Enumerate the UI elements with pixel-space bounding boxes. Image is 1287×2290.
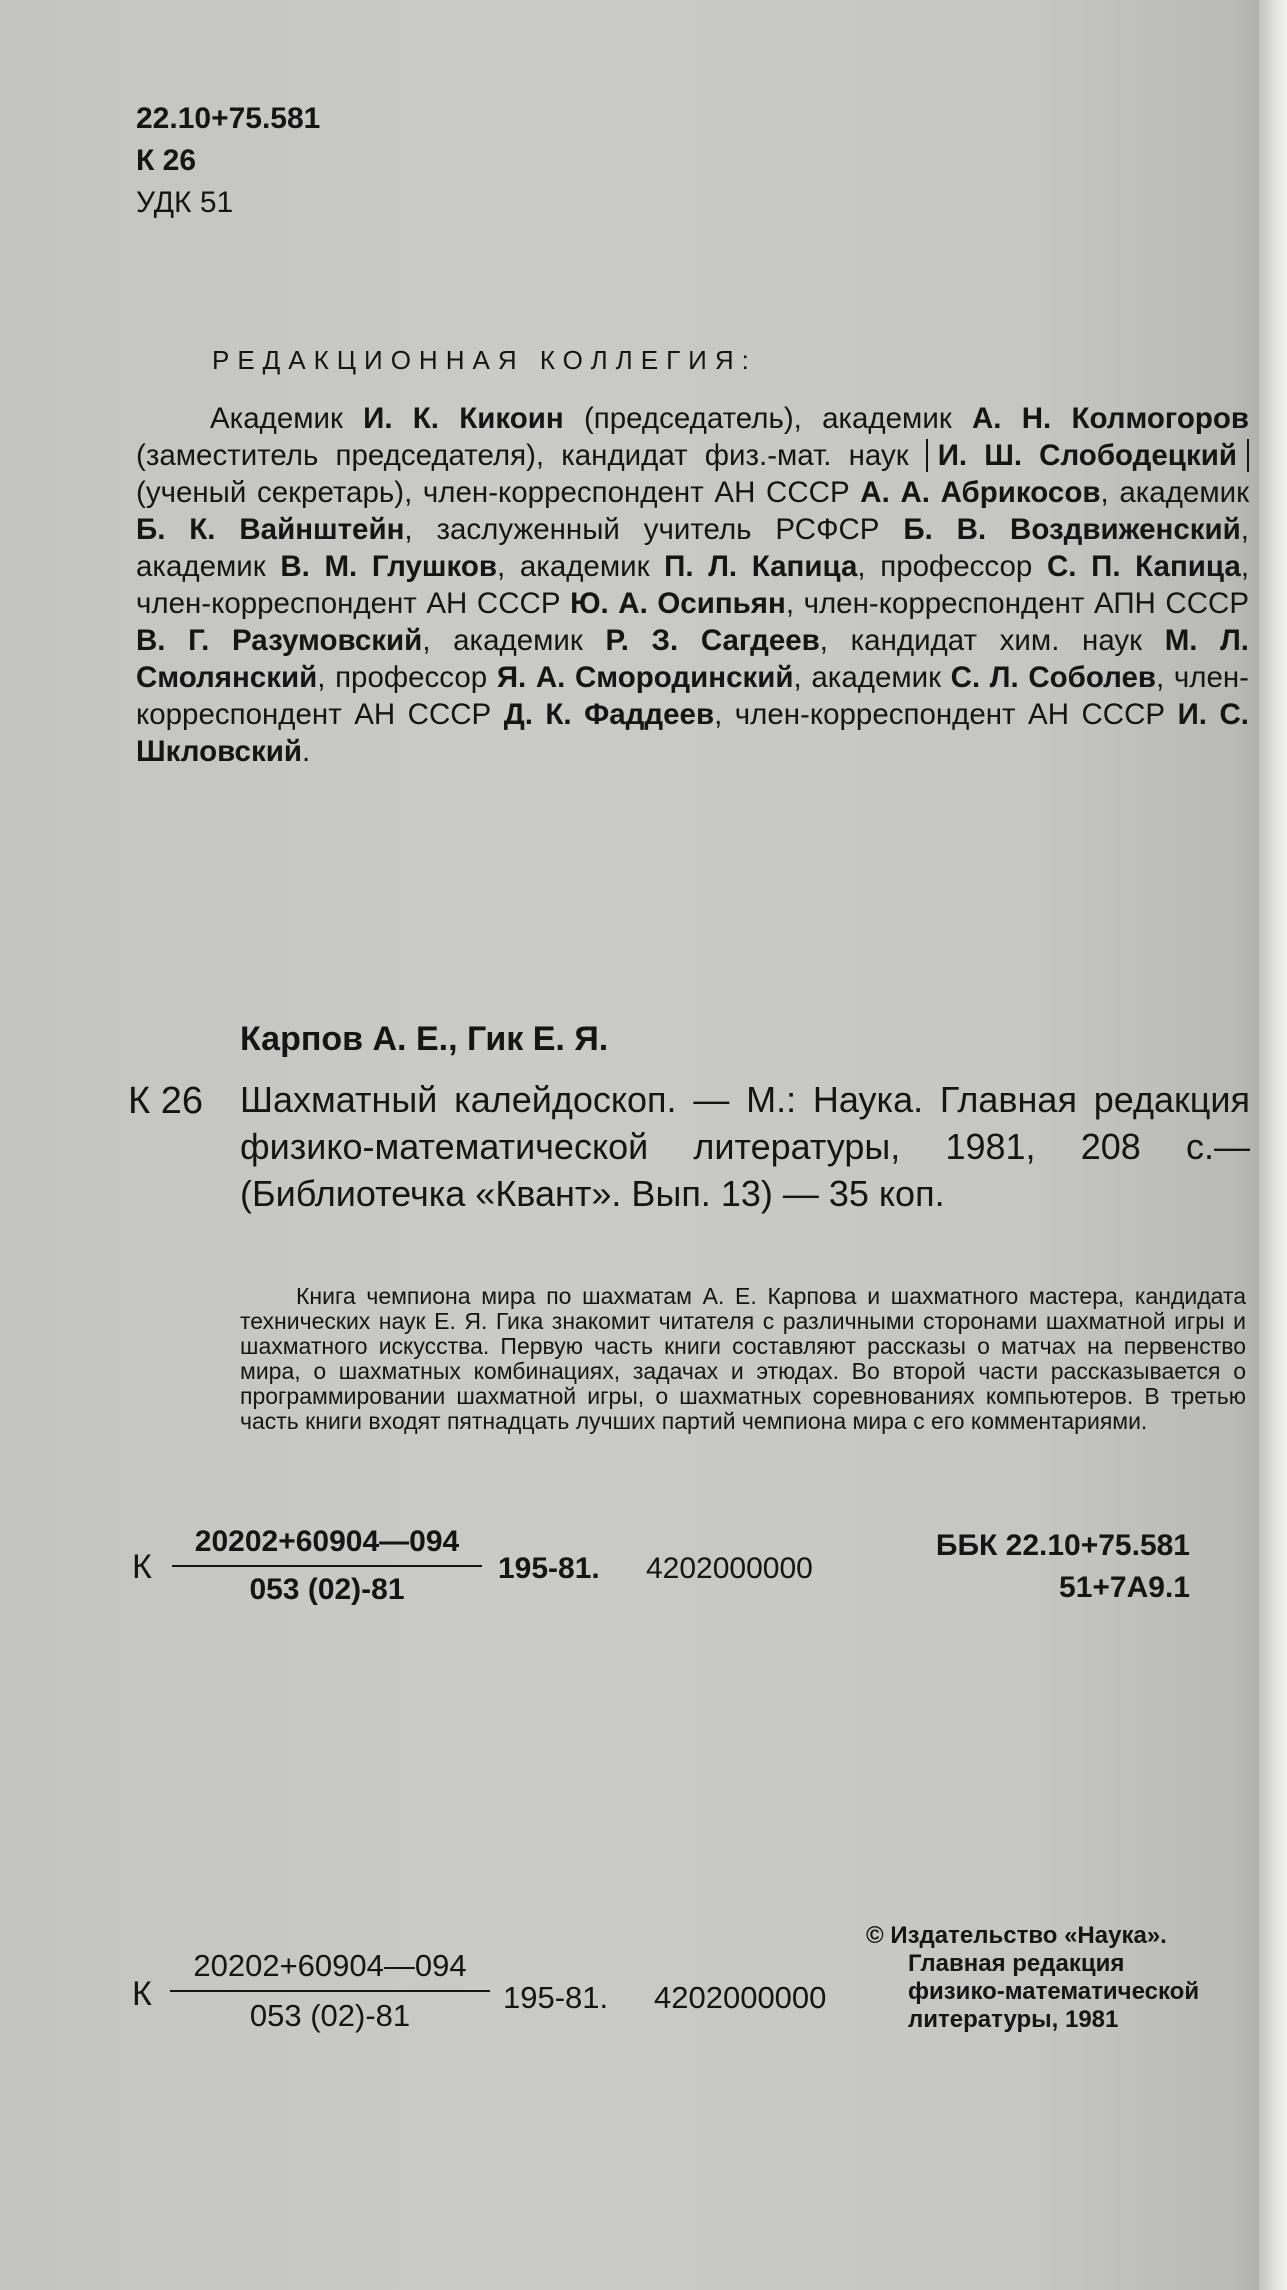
catalog-index: 4202000000 [646, 1552, 813, 1585]
book-authors: Карпов А. Е., Гик Е. Я. [240, 1020, 609, 1058]
catalog-k-letter: К [132, 1548, 152, 1586]
board-member-name: Б. В. Воздвиженский [903, 513, 1241, 546]
board-member-name-framed: И. Ш. Слободецкий [926, 439, 1249, 472]
board-member-name: Я. А. Смородинский [496, 661, 794, 694]
bbk-code: 22.10+75.581 [136, 102, 321, 135]
copyright-notice [866, 1922, 1256, 2034]
board-member-name: В. М. Глушков [280, 550, 498, 583]
board-text-run: , заслуженный учитель РСФСР [404, 513, 904, 546]
board-member-name: П. Л. Капица [664, 550, 858, 583]
editorial-board-title: РЕДАКЦИОННАЯ КОЛЛЕГИЯ: [212, 345, 757, 375]
catalog-fraction [170, 1948, 490, 2034]
board-text-run: , академик [497, 550, 665, 583]
bbk-classification [878, 1525, 1190, 1609]
board-text-run: , кандидат хим. наук [819, 624, 1165, 657]
board-member-name: В. Г. Разумовский [136, 624, 423, 657]
copyright-line-3: физико-математической [908, 1978, 1200, 2005]
board-text-run: , профессор [317, 661, 497, 694]
book-cutter-mark: К 26 [128, 1080, 203, 1122]
board-member-name: С. Л. Соболев [950, 661, 1157, 694]
editorial-board-list [136, 400, 1249, 770]
udk-code: УДК 51 [136, 186, 234, 219]
board-member-name: А. Н. Колмогоров [971, 402, 1250, 435]
catalog-numerator: 20202+60904—094 [170, 1948, 490, 1992]
board-text-run: (заместитель председателя), кандидат физ.-мат. наук [136, 439, 926, 472]
board-member-name: М. Л. Смолянский [136, 624, 1250, 694]
board-text-run: (ученый секретарь), член-корреспондент АН СССР [136, 476, 861, 509]
board-member-name: С. П. Капица [1046, 550, 1241, 583]
classification-codes [136, 98, 320, 224]
copyright-line-4: литературы, 1981 [908, 2006, 1119, 2033]
board-text-run: , профессор [857, 550, 1047, 583]
copyright-line-2: Главная редакция [908, 1950, 1125, 1977]
board-member-name: Д. К. Фаддеев [503, 698, 715, 731]
board-text-run: Академик [210, 402, 364, 435]
page-spine-edge [1259, 0, 1287, 2290]
catalog-fraction [172, 1525, 482, 1607]
book-annotation: Книга чемпиона мира по шахматам А. Е. Карпова и шахматного мастера, кандидата технических наук Е. Я. Гика знакомит читателя с различными сторонами шахматной игры и шахматного искусства. Первую часть книги составляют рассказы о матчах на первенство мира, о шахматных комбинациях, задачах и этюдах. Во второй части рассказывается о программировании шахматной игры, о шахматных соревнованиях компьютеров. В третью часть книги входят пятнадцать лучших партий чемпиона мира с его комментариями. [240, 1283, 1246, 1434]
catalog-plan-number: 195-81. [498, 1552, 600, 1585]
board-member-name: И. К. Кикоин [363, 402, 564, 435]
board-text-run: , член-корреспондент АН СССР [136, 661, 1249, 731]
board-text-run: . [301, 735, 311, 768]
catalog-k-letter: К [132, 1975, 152, 2013]
board-text-run: , академик [136, 513, 1249, 583]
catalog-plan-number: 195-81. [503, 1980, 609, 2015]
catalog-numerator: 20202+60904—094 [172, 1525, 482, 1567]
copyright-line-1: © Издательство «Наука». [866, 1922, 1167, 1949]
board-member-name: Б. К. Вайнштейн [136, 513, 405, 546]
board-member-name: Р. З. Сагдеев [605, 624, 820, 657]
board-member-name: А. А. Абрикосов [860, 476, 1101, 509]
bibliographic-description: Шахматный калейдоскоп. — М.: Наука. Главная редакция физико-математической литературы, 1981, 208 с.— (Библиотечка «Квант». Вып. 13) — 35 коп. [240, 1079, 1250, 1214]
board-text-run: , член-корреспондент АН СССР [136, 550, 1250, 620]
board-text-run: , академик [422, 624, 606, 657]
board-member-name: И. С. Шкловский [136, 698, 1249, 768]
catalog-index: 4202000000 [654, 1980, 827, 2015]
board-text-run: (председатель), академик [563, 402, 972, 435]
cutter-code: К 26 [136, 144, 197, 177]
board-text-run: , академик [1100, 476, 1249, 509]
bbk-line-1: ББК 22.10+75.581 [935, 1529, 1190, 1562]
catalog-denominator: 053 (02)-81 [249, 1573, 405, 1606]
board-text-run: , член-корреспондент АН СССР [714, 698, 1178, 731]
catalog-denominator: 053 (02)-81 [249, 1998, 411, 2033]
board-text-run: , академик [793, 661, 951, 694]
board-text-run: , член-корреспондент АПН СССР [785, 587, 1249, 620]
bbk-line-2: 51+7А9.1 [1059, 1571, 1190, 1604]
board-member-name: Ю. А. Осипьян [570, 587, 786, 620]
